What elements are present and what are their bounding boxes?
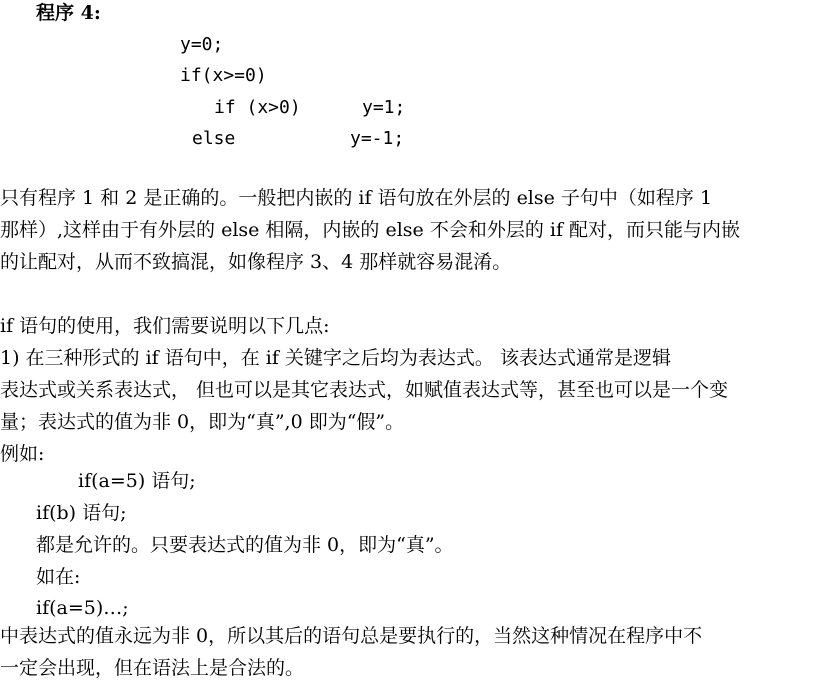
paragraph-2-line-1: if 语句的使用，我们需要说明以下几点: (0, 315, 330, 337)
code-line-4-else: else (192, 128, 236, 149)
example-line-4: 如在: (36, 566, 81, 588)
example-line-2: if(b) 语句; (36, 502, 127, 524)
paragraph-1 (0, 182, 816, 278)
code-line-3-condition: if (x>0) (214, 97, 301, 118)
section-heading: 程序 4: (36, 2, 101, 24)
paragraph-3 (0, 620, 816, 684)
code-line-3-statement: y=1; (362, 97, 406, 118)
paragraph-2-line-5: 例如: (0, 443, 45, 465)
paragraph-3-line-1: 中表达式的值永远为非 0，所以其后的语句总是要执行的，当然这种情况在程序中不 (0, 625, 703, 647)
paragraph-3-line-2: 一定会出现，但在语法上是合法的。 (0, 657, 305, 679)
example-line-1: if(a=5) 语句; (78, 470, 196, 492)
code-line-1: y=0; (180, 34, 224, 55)
example-line-3: 都是允许的。只要表达式的值为非 0，即为“真”。 (36, 534, 454, 556)
paragraph-2-line-3: 表达式或关系表达式， 但也可以是其它表达式，如赋值表达式等，甚至也可以是一个变 (0, 379, 729, 401)
paragraph-2-line-4: 量；表达式的值为非 0，即为“真”,0 即为“假”。 (0, 411, 405, 433)
paragraph-2 (0, 310, 816, 470)
example-line-5: if(a=5)…; (36, 597, 129, 619)
paragraph-2-line-2: 1) 在三种形式的 if 语句中，在 if 关键字之后均为表达式。 该表达式通常是逻辑 (0, 347, 671, 369)
code-line-2: if(x>=0) (180, 65, 267, 86)
paragraph-1-line-2: 那样）,这样由于有外层的 else 相隔，内嵌的 else 不会和外层的 if 配对，而只能与内嵌 (0, 219, 741, 241)
code-line-4-statement: y=-1; (350, 128, 405, 149)
paragraph-1-line-3: 的让配对，从而不致搞混，如像程序 3、4 那样就容易混淆。 (0, 251, 512, 273)
paragraph-1-line-1: 只有程序 1 和 2 是正确的。一般把内嵌的 if 语句放在外层的 else 子句中（如程序 1 (0, 187, 713, 209)
